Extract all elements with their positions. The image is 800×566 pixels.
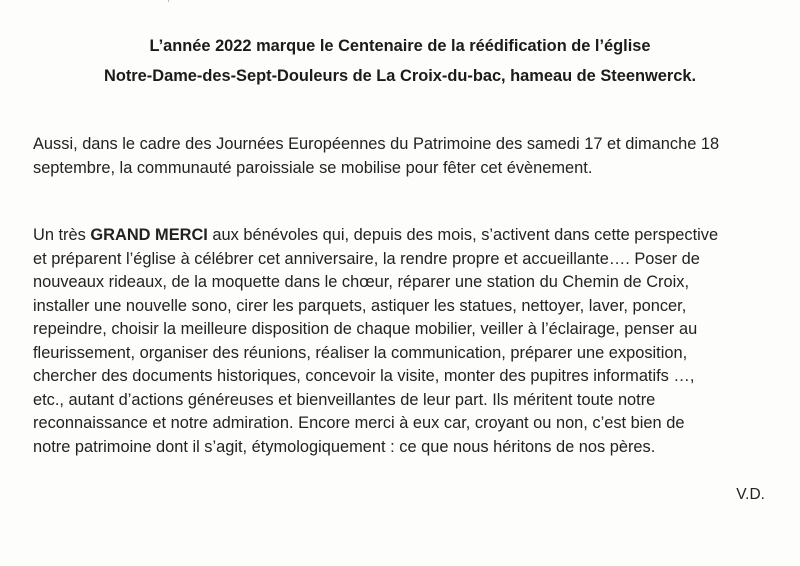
title-line-1: L’année 2022 marque le Centenaire de la réédification de l’église xyxy=(149,37,651,55)
text-prefix: Un très xyxy=(33,226,91,244)
paragraph-line: etc., autant d’actions généreuses et bienveillantes de leur part. Ils méritent toute notre xyxy=(33,390,656,409)
paragraph-line: et préparent l’église à célébrer cet anniversaire, la rendre propre et accueillante…. Poser de xyxy=(33,249,700,268)
paragraph-line: nouveaux rideaux, de la moquette dans le chœur, réparer une station du Chemin de Croix, xyxy=(33,273,690,291)
text-suffix: aux bénévoles qui, depuis des mois, s’activent dans cette perspective xyxy=(207,226,719,244)
paragraph-line: Aussi, dans le cadre des Journées Européennes du Patrimoine des samedi 17 et dimanche 18 xyxy=(33,135,720,153)
scan-artifact xyxy=(168,0,175,2)
paragraph-line: reconnaissance et notre admiration. Encore merci à eux car, croyant ou non, c’est bien de xyxy=(33,414,685,432)
paragraph-line: septembre, la communauté paroissiale se mobilise pour fêter cet évènement. xyxy=(33,158,593,177)
paragraph-line: repeindre, choisir la meilleure disposition de chaque mobilier, veiller à l’éclairage, penser au xyxy=(33,320,698,338)
emphasis-grand-merci: GRAND MERCI xyxy=(90,226,208,244)
paragraph-intro xyxy=(33,133,773,180)
paragraph-line xyxy=(33,224,773,248)
paragraph-thanks xyxy=(33,224,773,459)
paragraph-line: notre patrimoine dont il s’agit, étymologiquement : ce que nous héritons de nos pères. xyxy=(33,437,656,456)
paragraph-line: chercher des documents historiques, concevoir la visite, monter des pupitres informatifs …, xyxy=(33,367,695,385)
paragraph-line: fleurissement, organiser des réunions, réaliser la communication, préparer une exposition, xyxy=(33,343,688,362)
signature: V.D. xyxy=(736,486,765,503)
paragraph-line: installer une nouvelle sono, cirer les parquets, astiquer les statues, nettoyer, laver, poncer, xyxy=(33,296,687,315)
title-line-2: Notre-Dame-des-Sept-Douleurs de La Croix-du-bac, hameau de Steenwerck. xyxy=(103,67,697,85)
